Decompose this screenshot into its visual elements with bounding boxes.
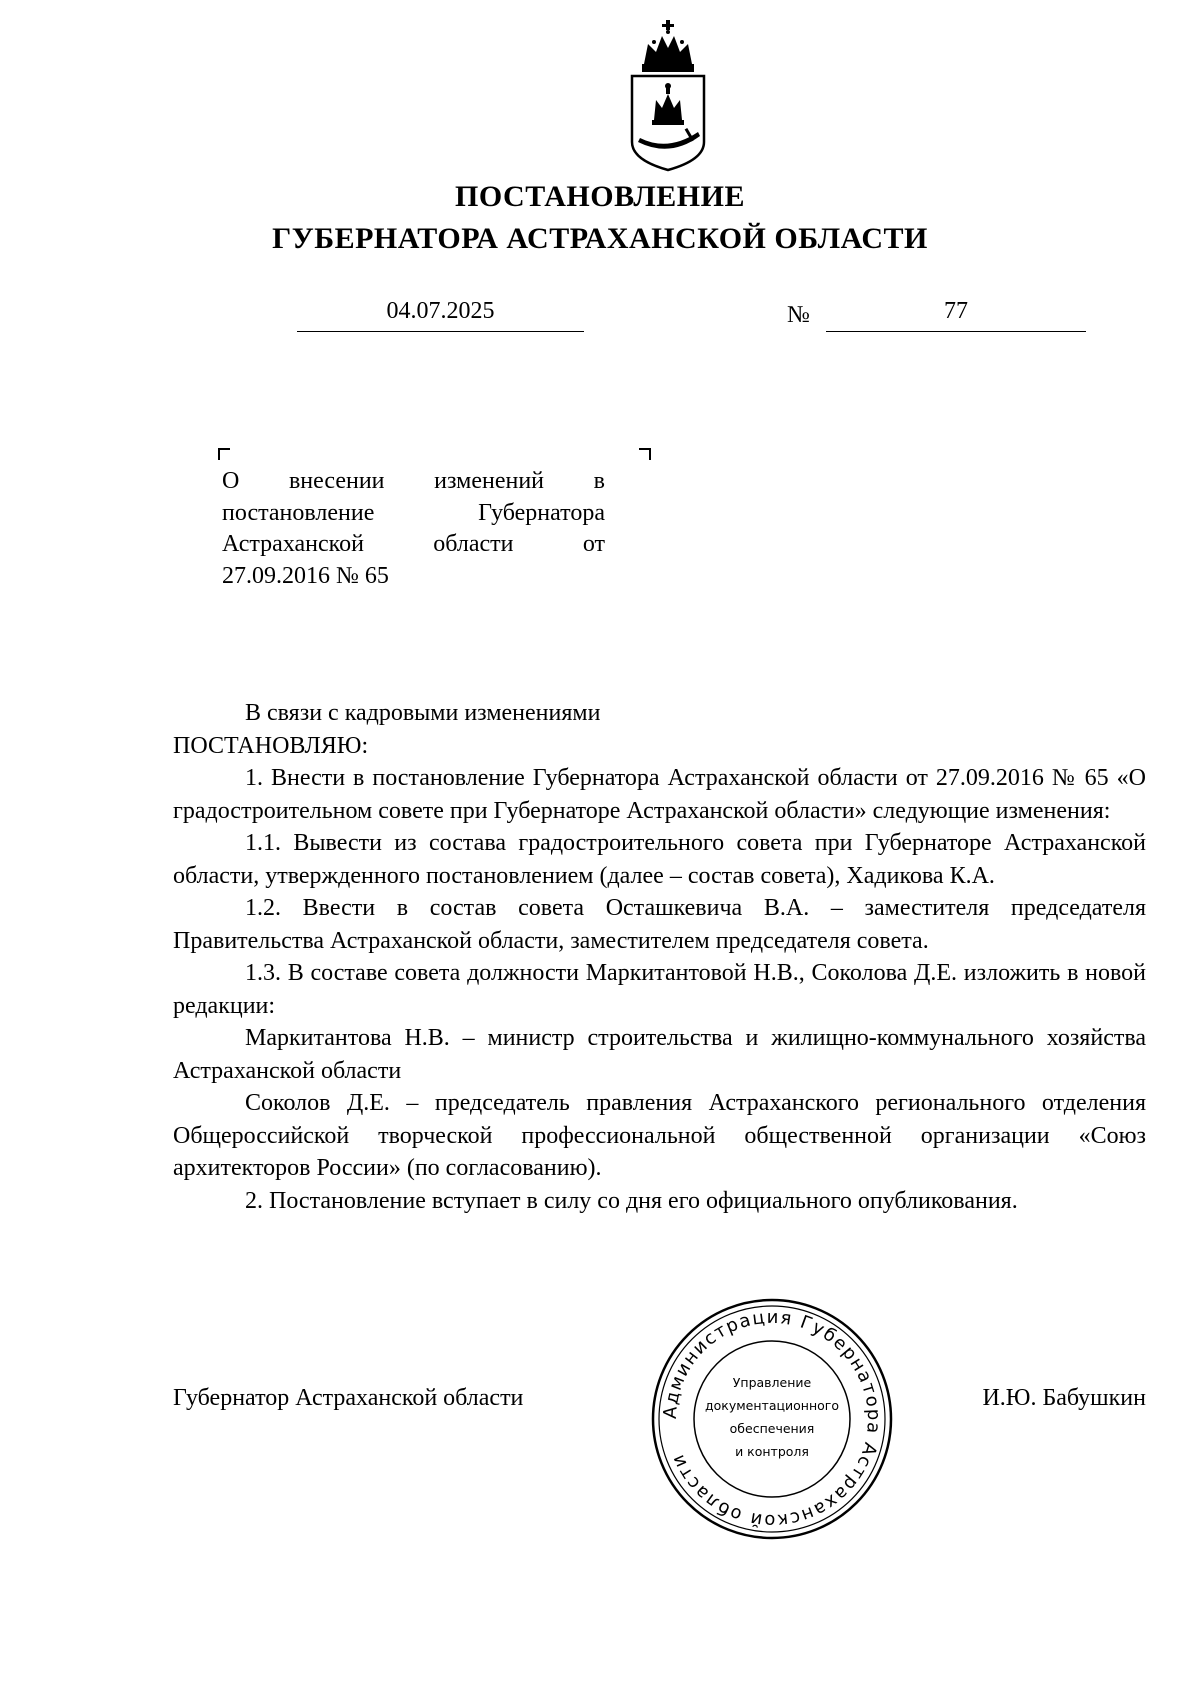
issuer-title: ГУБЕРНАТОРА АСТРАХАНСКОЙ ОБЛАСТИ (272, 222, 928, 255)
signatory-name: И.Ю. Бабушкин (982, 1385, 1146, 1411)
document-body (173, 697, 1146, 1217)
number-sign: № (787, 302, 810, 328)
document-date: 04.07.2025 (297, 298, 584, 332)
seal-inner-line: Управление (732, 1375, 812, 1390)
coat-of-arms-icon (626, 20, 710, 172)
document-type-title: ПОСТАНОВЛЕНИЕ (455, 180, 745, 213)
signatory-position: Губернатор Астраханской области (173, 1385, 524, 1411)
official-seal-stamp (650, 1297, 894, 1541)
paragraph-item-1: 1. Внести в постановление Губернатора Астраханской области от 27.09.2016 № 65 «О градостроительном совете при Губернаторе Астраханской области» следующие изменения: (173, 765, 1146, 824)
seal-inner-line: и контроля (735, 1444, 809, 1459)
seal-inner-line: документационного (705, 1398, 839, 1413)
subject-line: постановление Губернатора (222, 499, 605, 526)
subject-line: О внесении изменений в (222, 468, 605, 494)
paragraph-resolve: ПОСТАНОВЛЯЮ: (173, 732, 369, 759)
paragraph-item-1-1: 1.1. Вывести из состава градостроительного совета при Губернаторе Астраханской области, утвержденного постановлением (далее – состав совета), Хадикова К.А. (173, 830, 1146, 889)
document-number: 77 (826, 298, 1086, 332)
subject-line: Астраханской области от (222, 531, 605, 557)
subject-line: 27.09.2016 № 65 (222, 562, 389, 589)
paragraph-item-2: 2. Постановление вступает в силу со дня его официального опубликования. (245, 1187, 1018, 1214)
paragraph-preamble: В связи с кадровыми изменениями (245, 700, 601, 726)
subject-corner-mark-right (639, 448, 651, 460)
paragraph-markitantova: Маркитантова Н.В. – министр строительства и жилищно-коммунального хозяйства Астраханской области (173, 1025, 1146, 1084)
seal-inner-line: обеспечения (729, 1421, 815, 1436)
paragraph-item-1-3: 1.3. В составе совета должности Маркитантовой Н.В., Соколова Д.Е. изложить в новой редакции: (173, 960, 1146, 1019)
paragraph-item-1-2: 1.2. Ввести в состав совета Осташкевича В.А. – заместителя председателя Правительства Астраханской области, заместителем председателя совета. (173, 895, 1146, 954)
document-subject (222, 466, 605, 592)
seal-outer-text: Администрация Губернатора Астраханской области (659, 1306, 885, 1532)
paragraph-sokolov: Соколов Д.Е. – председатель правления Астраханского регионального отделения Общероссийской творческой профессиональной общественной организации «Союз архитекторов России» (по согласованию). (173, 1090, 1146, 1181)
subject-corner-mark-left (218, 448, 230, 460)
